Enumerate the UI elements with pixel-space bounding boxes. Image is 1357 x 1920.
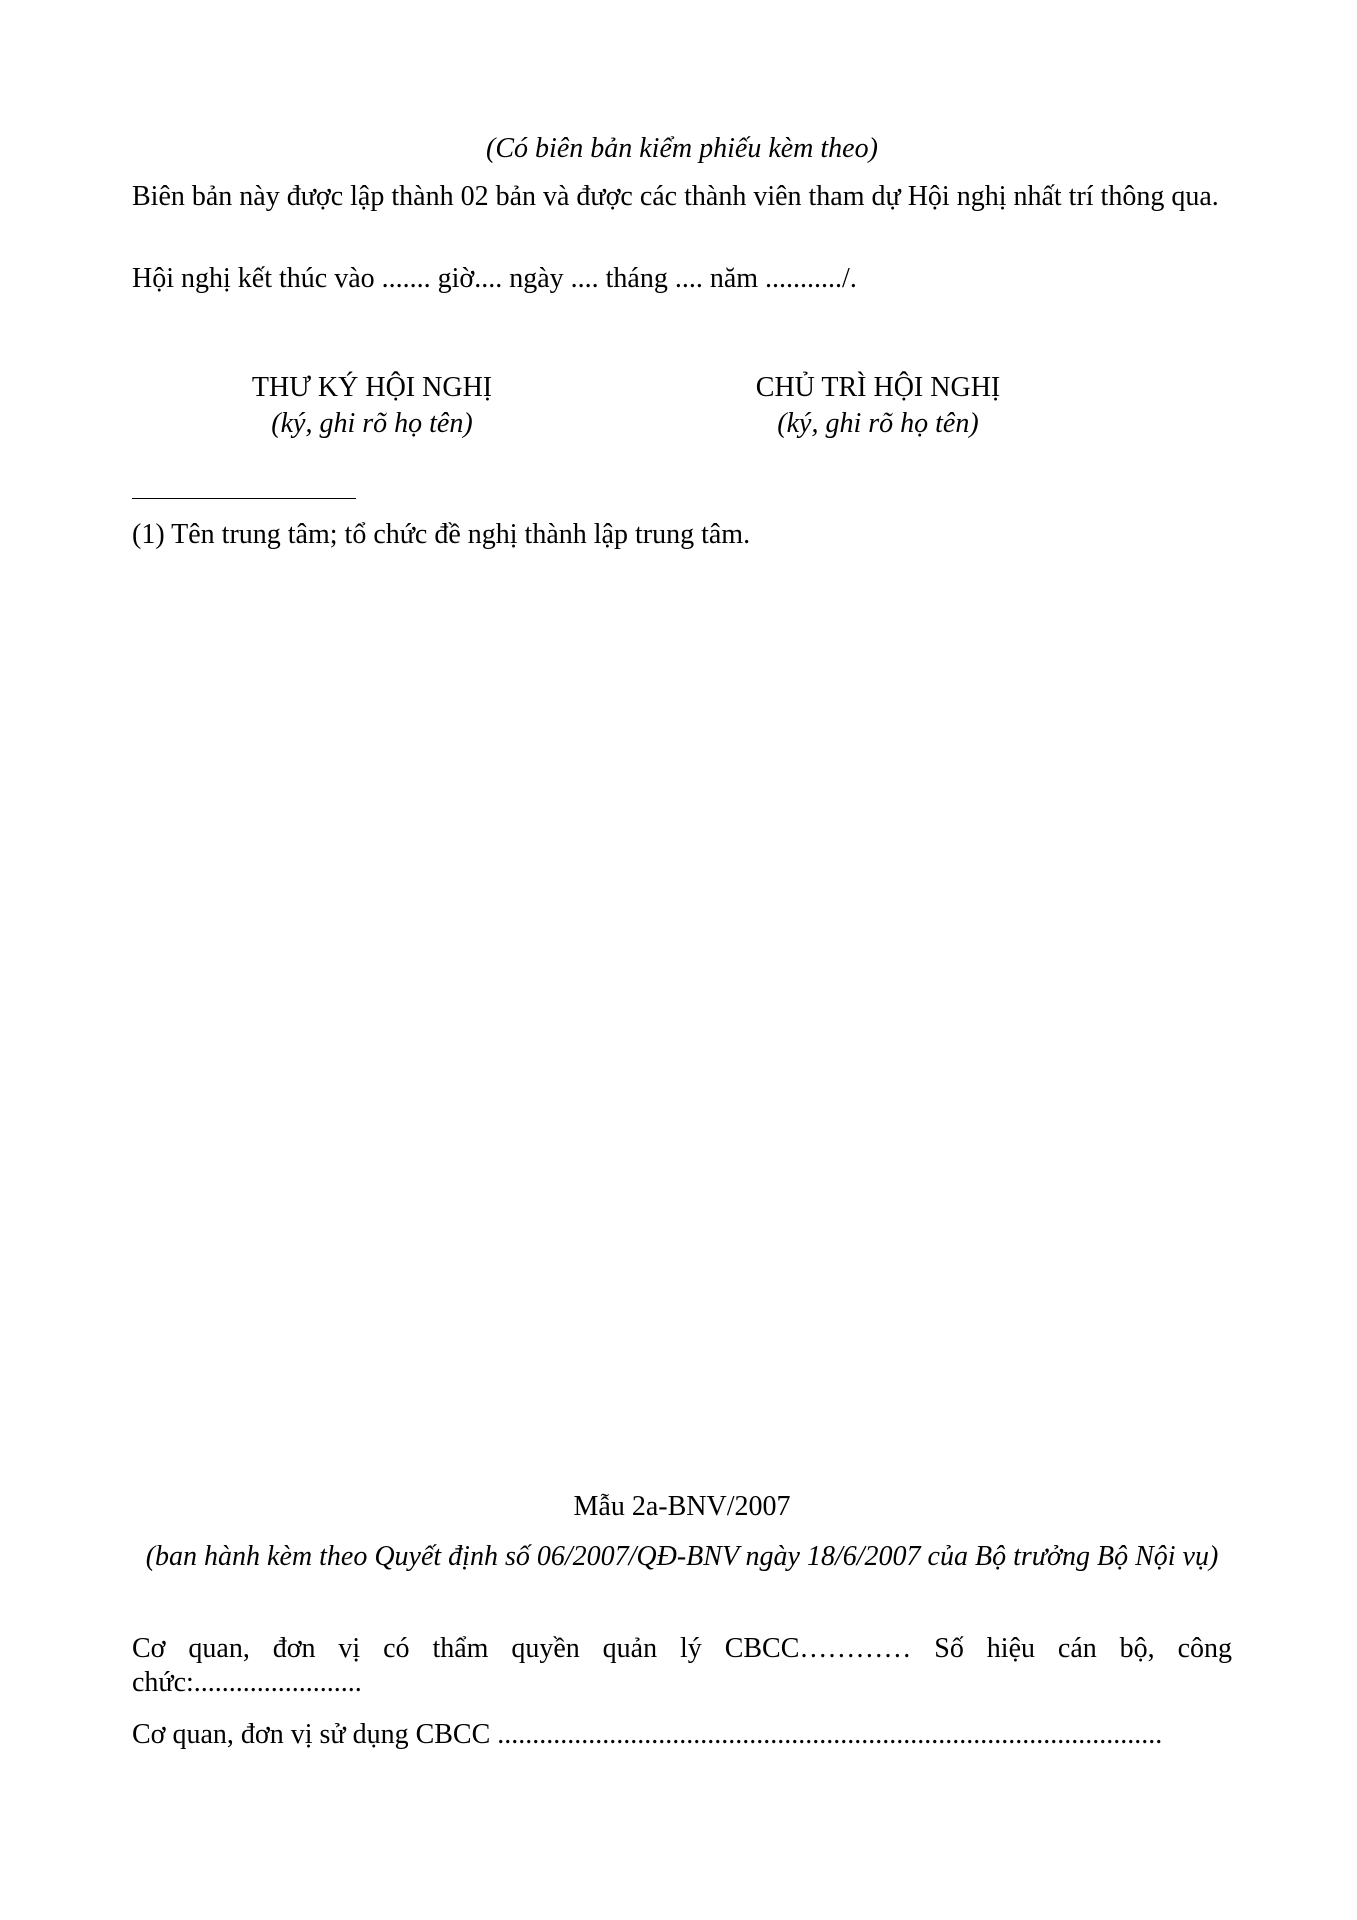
using-agency-line: Cơ quan, đơn vị sử dụng CBCC ...............................................................................................	[132, 1719, 1163, 1750]
issued-note: (ban hành kèm theo Quyết định số 06/2007/QĐ-BNV ngày 18/6/2007 của Bộ trưởng Bộ Nội vụ)	[145, 1541, 1219, 1572]
secretary-signature-block	[222, 370, 522, 442]
footnote-divider	[132, 498, 356, 499]
managing-agency-line: Cơ quan, đơn vị có thẩm quyền quản lý CBCC………… Số hiệu cán bộ, công chức:........................	[132, 1633, 1232, 1698]
secretary-sign-note: (ký, ghi rõ họ tên)	[271, 408, 473, 439]
copies-paragraph: Biên bản này được lập thành 02 bản và được các thành viên tham dự Hội nghị nhất trí thông qua.	[132, 181, 1219, 212]
secretary-title: THƯ KÝ HỘI NGHỊ	[251, 372, 493, 403]
closing-time-line: Hội nghị kết thúc vào ....... giờ.... ngày .... tháng .... năm .........../.	[132, 263, 857, 294]
chair-signature-block	[718, 370, 1038, 442]
attached-note: (Có biên bản kiểm phiếu kèm theo)	[486, 133, 878, 164]
chair-sign-note: (ký, ghi rõ họ tên)	[777, 408, 979, 439]
form-code: Mẫu 2a-BNV/2007	[573, 1491, 791, 1522]
footnote: (1) Tên trung tâm; tổ chức đề nghị thành lập trung tâm.	[132, 519, 751, 550]
chair-title: CHỦ TRÌ HỘI NGHỊ	[755, 372, 1001, 403]
